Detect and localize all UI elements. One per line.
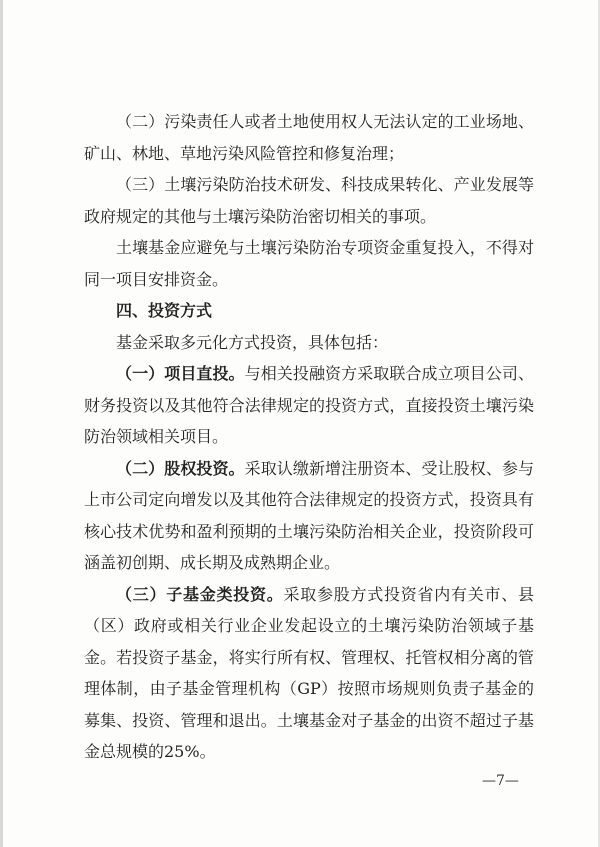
sub-fund-investment-text: 采取参股方式投资省内有关市、县（区）政府或相关行业企业发起设立的土壤污染防治领域子基金。若投资子基金，将实行所有权、管理权、托管权相分离的管理体制，由子基金管理机构（GP）按照市场规则负责子基金的募集、投资、管理和退出。土壤基金对子基金的出资不超过子基金总规模的25%。	[84, 584, 534, 761]
equity-investment-text: 采取认缴新增注册资本、受让股权、参与上市公司定向增发以及其他符合法律规定的投资方式，投资具有核心技术优势和盈利预期的土壤污染防治相关企业，投资阶段可涵盖初创期、成长期及成熟期企业。	[84, 458, 534, 572]
paragraph-equity-investment	[84, 453, 534, 579]
paragraph-no-duplicate-funding: 土壤基金应避免与土壤污染防治专项资金重复投入，不得对同一项目安排资金。	[84, 238, 534, 289]
paragraph-sub-fund-investment	[84, 579, 534, 768]
document-body	[84, 106, 534, 768]
paragraph-investment-intro: 基金采取多元化方式投资，具体包括：	[116, 332, 389, 352]
paragraph-item-2: （二）污染责任人或者土地使用权人无法认定的工业场地、矿山、林地、草地污染风险管控和修复治理；	[84, 112, 534, 163]
scan-edge-left	[0, 0, 3, 847]
equity-investment-lead: （二）股权投资。	[116, 458, 245, 478]
direct-investment-text: 与相关投融资方采取联合成立项目公司、财务投资以及其他符合法律规定的投资方式，直接投资土壤污染防治领域相关项目。	[84, 364, 534, 446]
sub-fund-investment-lead: （三）子基金类投资。	[116, 584, 284, 604]
section-heading-investment-methods: 四、投资方式	[116, 301, 213, 320]
direct-investment-lead: （一）项目直投。	[116, 364, 245, 383]
page-number: —7—	[482, 773, 519, 789]
paragraph-direct-investment	[84, 358, 534, 453]
paragraph-item-3: （三）土壤污染防治技术研发、科技成果转化、产业发展等政府规定的其他与土壤污染防治密切相关的事项。	[84, 175, 534, 226]
